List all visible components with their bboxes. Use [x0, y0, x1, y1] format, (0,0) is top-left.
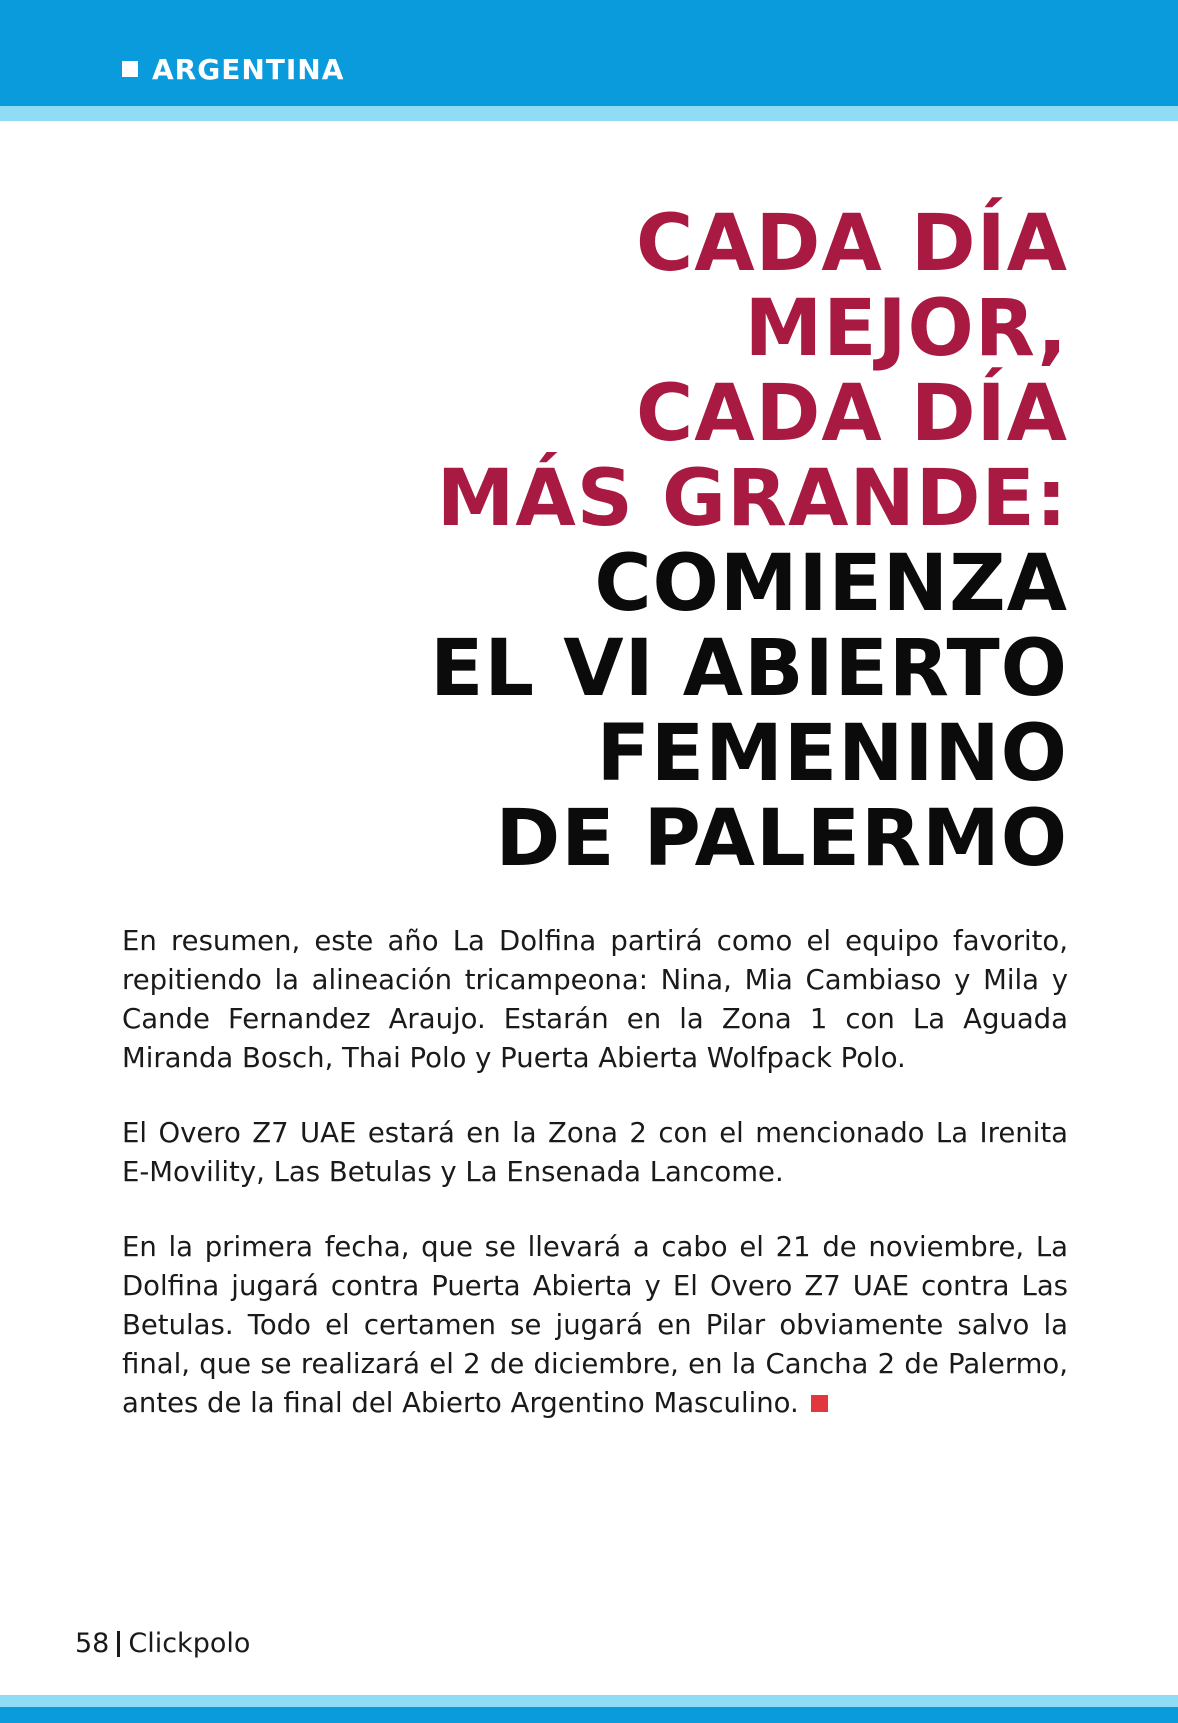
section-label	[122, 50, 344, 88]
headline-line: EL VI ABIERTO	[430, 624, 1068, 714]
section-title: ARGENTINA	[152, 52, 345, 86]
footer-separator	[117, 1631, 120, 1657]
footer-band	[0, 1707, 1178, 1723]
page-number: 58	[75, 1628, 110, 1659]
headline-line: CADA DÍA	[635, 369, 1068, 459]
paragraph-text: En la primera fecha, que se llevará a cabo el 21 de noviembre, La Dolfina jugará contra Puerta Abierta y El Overo Z7 UAE contra Las Betulas. Todo el certamen se jugará en Pilar obviamente salvo la final, que se realizará el 2 de diciembre, en la Cancha 2 de Palermo, antes de la final del Abierto Argentino Masculino.	[122, 1231, 1068, 1419]
headline-line: CADA DÍA	[635, 199, 1068, 289]
headline-line: MEJOR,	[744, 284, 1068, 374]
paragraph-text: El Overo Z7 UAE estará en la Zona 2 con el mencionado La Irenita E-Movility, Las Betulas y La Ensenada Lancome.	[122, 1117, 1068, 1188]
headline-line: DE PALERMO	[495, 794, 1068, 884]
headline-line: FEMENINO	[596, 709, 1068, 799]
body-paragraph	[122, 1114, 1068, 1192]
publication-name: Clickpolo	[128, 1628, 251, 1659]
header-stripe	[0, 106, 1178, 121]
section-square-icon	[122, 61, 138, 77]
article-body	[122, 922, 1068, 1459]
footer-stripe	[0, 1695, 1178, 1707]
headline-line: COMIENZA	[594, 539, 1068, 629]
body-paragraph	[122, 1228, 1068, 1423]
article-headline	[208, 199, 1068, 884]
page-footer	[75, 1628, 250, 1659]
paragraph-text: En resumen, este año La Dolfina partirá como el equipo favorito, repitiendo la alineación tricampeona: Nina, Mia Cambiaso y Mila y Cande Fernandez Araujo. Estarán en la Zona 1 con La Aguada Miranda Bosch, Thai Polo y Puerta Abierta Wolfpack Polo.	[122, 925, 1068, 1074]
body-paragraph	[122, 922, 1068, 1078]
end-of-article-icon	[811, 1395, 828, 1412]
headline-line: MÁS GRANDE:	[436, 454, 1068, 544]
